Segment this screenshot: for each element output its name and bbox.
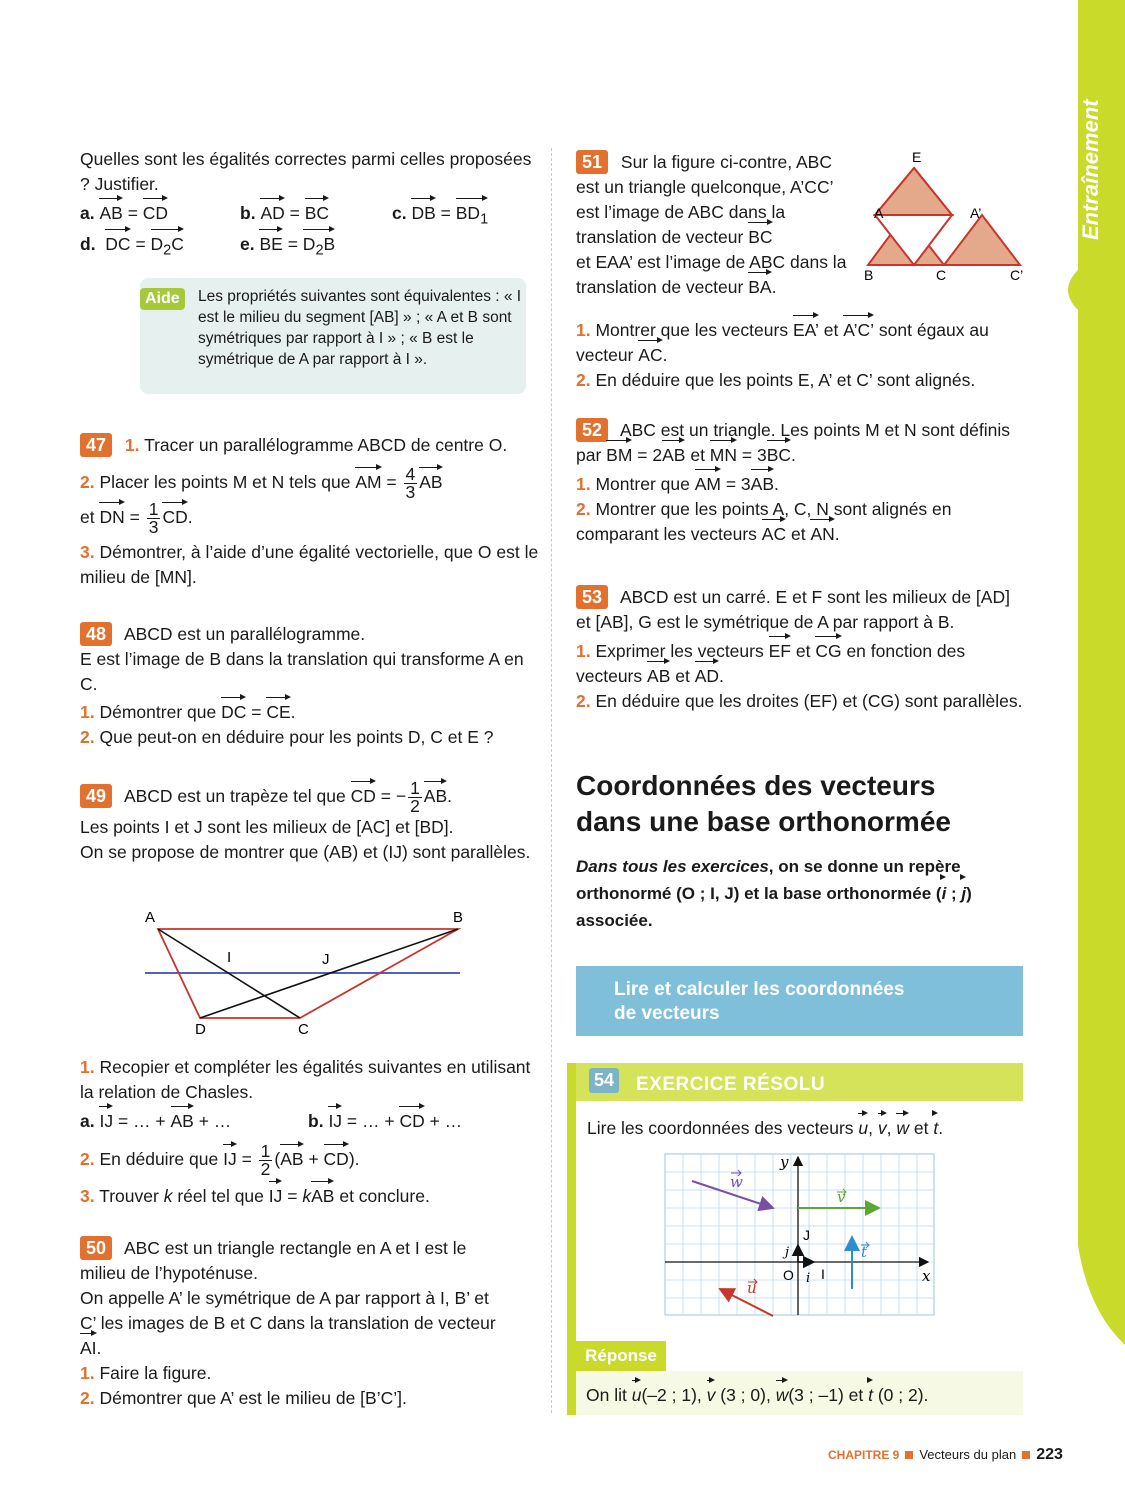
exercise-49-questions: 1. Recopier et compléter les égalités suivantes en utilisant la relation de Chasles. a. IJ = … + AB + … b. IJ = … + CD + … 2. En déduire que IJ = $\frac{1}{2}$ (AB + CD). 3. Trouver k réel tel que IJ = kAB et conclure. [80, 1055, 540, 1209]
reponse-line: On lit u(–2 ; 1), v (3 ; 0), w(3 ; –1) et t (0 ; 2). [576, 1371, 1023, 1415]
exercise-47: 47 1. Tracer un parallélogramme ABCD de centre O. 2. Placer les points M et N tels que AM = $\frac{4}{3}$ AB et DN = $\frac{1}{3}$ CD. 3. Démontrer, à l’aide d’une égalité vectorielle, que O est le milieu de [MN]. [80, 435, 539, 587]
label-I: I [227, 949, 232, 966]
vector-u-label: u [747, 1279, 757, 1297]
axis-x-label: x [922, 1267, 931, 1285]
reponse-tag: Réponse [576, 1341, 666, 1371]
vector-i-label: i [806, 1271, 811, 1286]
aide-text: Les propriétés suivantes sont équivalentes : « I est le milieu du segment [AB] » ; « A et B sont symétriques par rapport à I » ; « B est le symétrique de A par rapport à I ». [198, 288, 522, 368]
exercise-51: 51 Sur la figure ci-contre, ABC est un triangle quelconque, A’CC’ est l’image de ABC dans la translation de vecteur BC et EAA’ est l’image de ABC dans la translation de vecteur BA. [576, 150, 854, 300]
label-A: A [145, 909, 156, 926]
subsection-band: Lire et calculer les coordonnées de vecteurs [576, 966, 1023, 1036]
page-number: 223 [1036, 1446, 1063, 1463]
exercise-48: 48 ABCD est un parallélogramme. E est l’image de B dans la translation qui transforme A en C. 1. Démontrer que DC = CE. 2. Que peut-on en déduire pour les points D, C et E ? [80, 624, 524, 747]
resolved-exercise-title: EXERCICE RÉSOLU [636, 1074, 826, 1095]
trapezoid-figure [140, 905, 480, 1040]
label-A-prime: A’ [970, 205, 982, 221]
origin-label: O [783, 1267, 794, 1283]
page-footer [828, 1446, 1063, 1464]
point-i-label: I [821, 1266, 825, 1282]
vector-w-label: w [730, 1173, 743, 1191]
footer-title: Vecteurs du plan [919, 1447, 1017, 1462]
label-A: A [874, 205, 884, 221]
label-C: C [298, 1021, 309, 1038]
exercise-51-questions: 1. Montrer que les vecteurs EA’ et A’C’ sont égaux au vecteur AC. 2. En déduire que les points E, A’ et C’ sont alignés. [576, 320, 989, 390]
vector-grid-figure [664, 1153, 936, 1317]
vector-t-label: t [861, 1243, 868, 1261]
column-divider [551, 148, 552, 1413]
exercise-52: 52 ABC est un triangle. Les points M et N sont définis par BM = 2AB et MN = 3BC. 1. Montrer que AM = 3AB. 2. Montrer que les points A, C, N sont alignés en comparant les vecteurs AC et AN. [576, 418, 1026, 547]
exercise-49: 49 ABCD est un trapèze tel que CD = − $\frac{1}{2}$ AB. Les points I et J sont les milieux de [AC] et [BD]. On se propose de montrer que (AB) et (IJ) sont parallèles. [80, 778, 531, 862]
triangles-figure [858, 146, 1033, 286]
vector-v-label: v [837, 1188, 846, 1206]
section-title: Coordonnées des vecteurs dans une base orthonormée [576, 770, 951, 837]
section-intro: Dans tous les exercices, on se donne un repère orthonormé (O ; I, J) et la base orthonormée (i ; j) associée. [576, 857, 972, 930]
exercise-53: 53 ABCD est un carré. E et F sont les milieux de [AD] et [AB], G est le symétrique de A par rapport à B. 1. Exprimer les vecteurs EF et CG en fonction des vecteurs AB et AD. 2. En déduire que les droites (EF) et (CG) sont parallèles. [576, 587, 1023, 711]
question-text: Quelles sont les égalités correctes parmi celles proposées ? Justifier. [80, 149, 532, 194]
exercise-50: 50 ABC est un triangle rectangle en A et I est le milieu de l’hypoténuse. On appelle A’ le symétrique de A par rapport à I, B’ et C’ les images de B et C dans la translation de vecteur AI. 1. Faire la figure. 2. Démontrer que A’ est le milieu de [B’C’]. [80, 1238, 496, 1408]
vector-j-label: j [785, 1245, 790, 1260]
side-tab-label: Entraînement [1078, 99, 1103, 240]
exercise-54-question: Lire les coordonnées des vecteurs u, v, w et t. [587, 1116, 943, 1141]
aide-tag: Aide [140, 288, 185, 310]
label-J: J [322, 951, 330, 968]
label-C: C [936, 267, 947, 283]
label-B: B [864, 267, 874, 283]
label-C-prime: C’ [1010, 267, 1024, 283]
label-B: B [453, 909, 464, 926]
footer-chapter: CHAPITRE 9 [828, 1448, 900, 1462]
label-D: D [195, 1021, 206, 1038]
top-question-block: Quelles sont les égalités correctes parmi celles proposées ? Justifier. a. AB = CD b. AD = BC c. DB = $BD_1$ d. DC = $D_2C$ e. BE = $D_2B$ [80, 147, 540, 260]
point-j-label: J [803, 1227, 810, 1243]
label-E: E [912, 149, 922, 165]
axis-y-label: y [780, 1153, 789, 1171]
aide-box [140, 278, 526, 394]
exercise-54-number: 54 [589, 1068, 619, 1093]
